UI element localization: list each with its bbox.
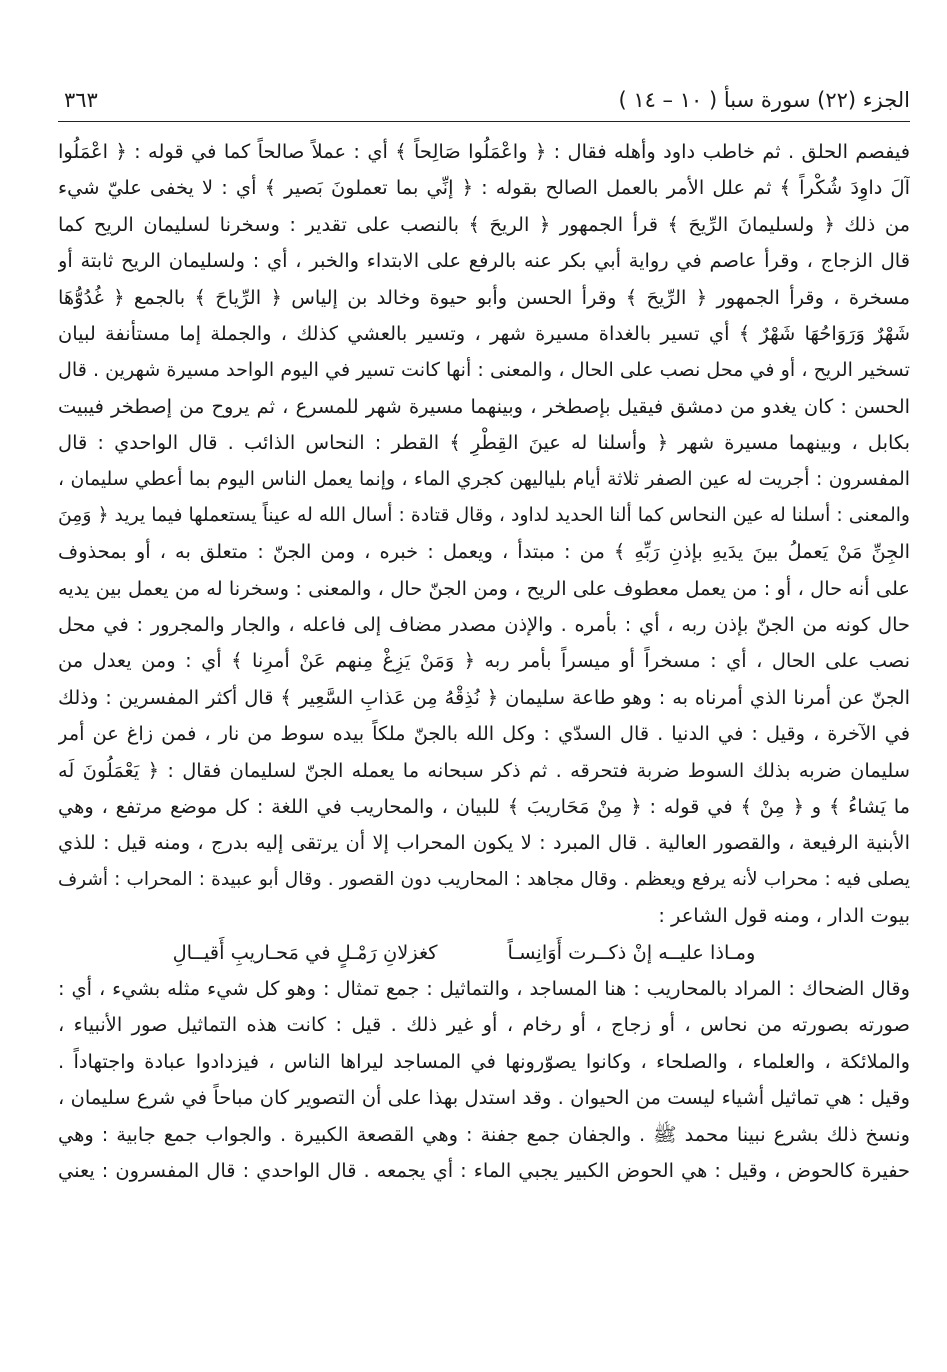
text-line: فيفصم الحلق . ثم خاطب داود وأهله فقال : ﴿ واعْمَلُوا صَالِحاً ﴾ أي : عملاً صالحاً كما في قوله : ﴿ اعْمَلُوا <box>58 140 910 163</box>
text-line: المفسرون : أجريت له عين الصفر ثلاثة أيام بلياليهن كجري الماء ، وإنما يعمل الناس اليوم بما أعطي سليمان ، <box>58 468 910 490</box>
header-divider <box>58 121 910 122</box>
text-line: حفيرة كالحوض ، وقيل : هي الحوض الكبير يجبي الماء : أي يجمعه . قال الواحدي : قال المفسرون : يعني <box>58 1158 910 1182</box>
text-line: الجنّ عن أمرنا الذي أمرناه به : وهو طاعة سليمان ﴿ نُذِقْهُ مِن عَذابِ السَّعِير ﴾ قال أكثر المفسرين : وذلك <box>58 685 910 709</box>
running-title: الجزء (٢٢) سورة سبأ ( ١٠ – ١٤ ) <box>618 88 910 112</box>
text-line: سليمان ضربه بذلك السوط ضربة فتحرقه . ثم ذكر سبحانه ما يعمله الجنّ لسليمان فقال : ﴿ يَعْمَلُونَ لَه <box>58 758 910 782</box>
text-line: تسخير الريح ، أو في محل نصب على الحال ، والمعنى : أنها كانت تسير في اليوم الواحد مسيرة شهرين . قال <box>58 358 910 382</box>
text-line: الجِنِّ مَنْ يَعملُ بينَ يدَيهِ بإذنِ رَبِّهِ ﴾ من : مبتدأ ، ويعمل : خبره ، ومن الجنّ : متعلق به ، أو بمحذوف <box>58 540 910 564</box>
text-line: الحسن : كان يغدو من دمشق فيقيل بإصطخر ، وبينهما مسيرة شهر للمسرع ، ثم يروح من إصطخر فيبيت <box>58 394 910 418</box>
text-line: من ذلك ﴿ ولسليمانَ الرِّيحَ ﴾ قرأ الجمهور ﴿ الريحَ ﴾ بالنصب على تقدير : وسخرنا لسليمان الريح كما <box>58 212 910 236</box>
text-line: ونسخ ذلك بشرع نبينا محمد ﷺ . والجفان جمع جفنة : وهي القصعة الكبيرة . والجواب جمع جابية : وهي <box>58 1122 910 1146</box>
page-number: ٣٦٣ <box>64 88 98 112</box>
text-line: على أنه حال ، أو : من يعمل معطوف على الريح ، ومن الجنّ حال ، والمعنى : وسخرنا له من يعمل بين يديه <box>58 576 910 600</box>
text-line: قال الزجاج ، وقرأ عاصم في رواية أبي بكر عنه بالرفع على الابتداء والخبر ، أي : ولسليمان الريح ثابتة أو <box>58 249 910 273</box>
verse-first-hemistich: ومـاذا عليــه إنْ ذكــرت أَوَانِسـاً <box>507 940 756 964</box>
text-line: آلَ داوِدَ شُكْراً ﴾ ثم علل الأمر بالعمل الصالح بقوله : ﴿ إنِّي بما تعملونَ بَصير ﴾ أي : لا يخفى عليّ شيء <box>58 176 910 200</box>
text-line: يصلى فيه : محراب لأنه يرفع ويعظم . وقال مجاهد : المحاريب دون القصور . وقال أبو عبيدة : المحراب : أشرف <box>58 868 910 890</box>
text-line: بكابل ، وبينهما مسيرة شهر ﴿ وأسلنا له عينَ القِطْرِ ﴾ القطر : النحاس الذائب . قال الواحدي : قال <box>58 431 910 455</box>
text-line: الأبنية الرفيعة ، والقصور العالية . قال المبرد : لا يكون المحراب إلا أن يرتقى إليه بدرج ، ومنه قيل : للذي <box>58 831 910 855</box>
page-header <box>58 86 910 116</box>
text-line: بيوت الدار ، ومنه قول الشاعر : <box>658 904 910 928</box>
text-line: في الآخرة ، وقيل : في الدنيا . قال السدّي : وكل الله بالجنّ ملكاً بيده سوط من نار ، فمن زاغ عن أمر <box>58 722 910 746</box>
text-line: حال كونه من الجنّ بإذن ربه ، أي : بأمره . والإذن مصدر مضاف إلى فاعله ، والجار والمجرور : في محل <box>58 613 910 637</box>
poetry-verse <box>58 935 870 971</box>
text-line: والمعنى : أسلنا له عين النحاس كما ألنا الحديد لداود ، وقال قتادة : أسال الله له عيناً يستعملها فيما يريد ﴿ وَمِنَ <box>58 504 910 526</box>
text-line: والملائكة ، والعلماء ، والصلحاء ، وكانوا يصوّرونها في المساجد ليراها الناس ، فيزدادوا عبادة واجتهاداً . <box>58 1049 910 1073</box>
text-line: وقال الضحاك : المراد بالمحاريب : هنا المساجد ، والتماثيل : جمع تمثال : وهو كل شيء مثله بشيء ، أي : <box>58 976 910 1000</box>
text-line: نصب على الحال ، أي : مسخراً أو ميسراً بأمر ربه ﴿ وَمَنْ يَزِغْ مِنهم عَنْ أمرِنا ﴾ أي : ومن يعدل من <box>58 649 910 673</box>
text-line: وقيل : هي تماثيل أشياء ليست من الحيوان . وقد استدل بهذا على أن التصوير كان مباحاً في شرع سليمان ، <box>58 1086 910 1110</box>
text-line: مسخرة ، وقرأ الجمهور ﴿ الرِّيحَ ﴾ وقرأ الحسن وأبو حيوة وخالد بن إلياس ﴿ الرِّياحَ ﴾ بالجمع ﴿ غُدُوُّهَا <box>58 285 910 309</box>
verse-second-hemistich: كغزلانِ رَمْـلٍ في مَحـاريبِ أَقيــالِ <box>172 940 438 964</box>
text-line: شَهْرٌ وَرَوَاحُهَا شَهْرٌ ﴾ أي تسير بالغداة مسيرة شهر ، وتسير بالعشي كذلك ، والجملة إما مستأنفة لبيان <box>58 321 910 345</box>
tafsir-body <box>58 134 910 1189</box>
text-line: صورته بصورته من نحاس ، أو زجاج ، أو رخام ، أو غير ذلك . قيل : كانت هذه التماثيل صور الأنبياء ، <box>58 1013 910 1037</box>
text-line: ما يَشاءُ ﴾ و ﴿ مِنْ ﴾ في قوله : ﴿ مِنْ مَحَاريبَ ﴾ للبيان ، والمحاريب في اللغة : كل موضع مرتفع ، وهي <box>58 795 910 819</box>
